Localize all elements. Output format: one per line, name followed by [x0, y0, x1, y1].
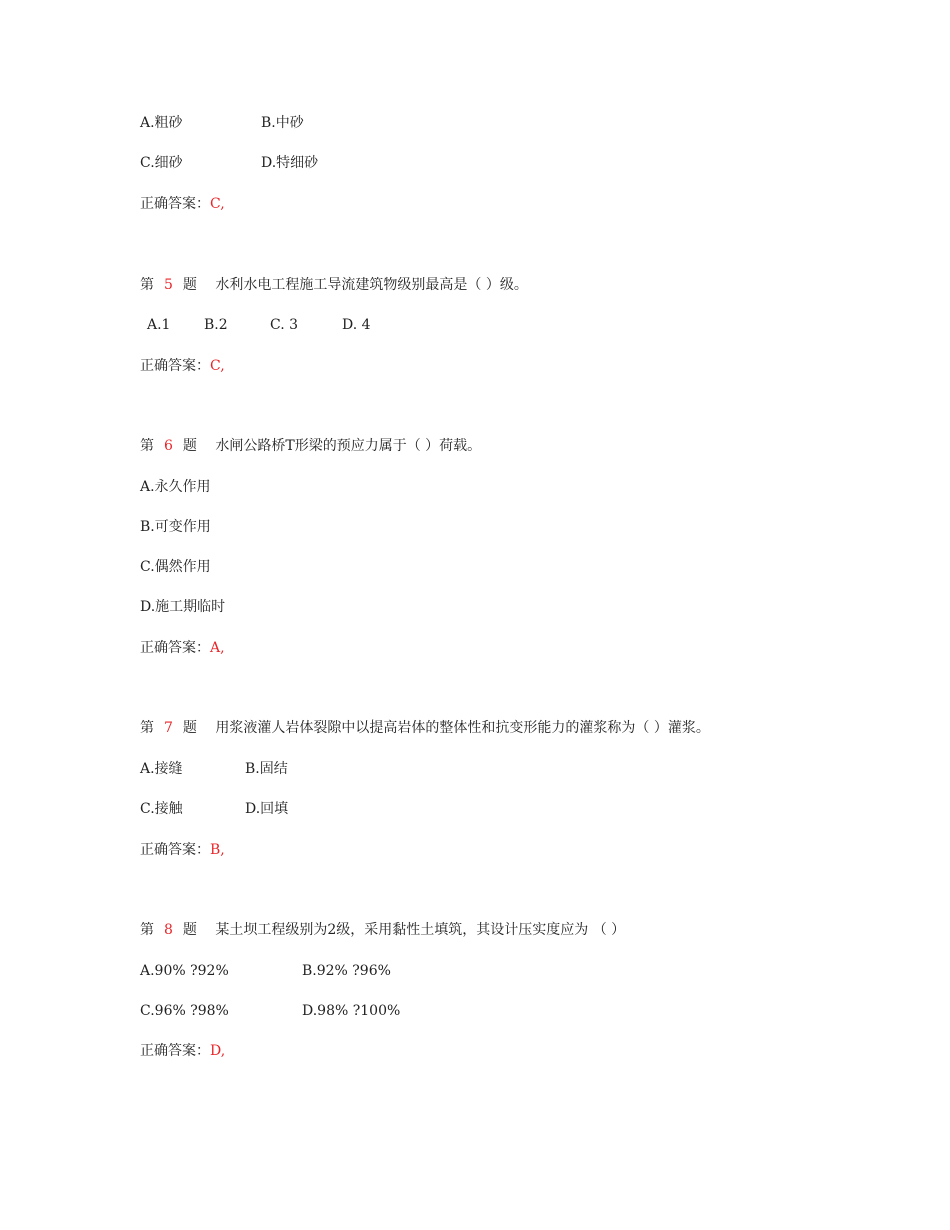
q7-option-b: B.固结: [245, 761, 288, 777]
answer-label: 正确答案：: [140, 1043, 210, 1059]
answer-value: C,: [210, 358, 225, 374]
q6-option-c: C.偶然作用: [140, 559, 211, 575]
q7-option-d: D.回填: [245, 801, 289, 817]
answer-value: A,: [210, 640, 225, 656]
q8-answer: [140, 1042, 225, 1060]
answer-label: 正确答案：: [140, 358, 210, 374]
q8-option-c: C.96% ?98%: [140, 1003, 229, 1019]
q6-stem: [140, 437, 481, 455]
answer-value: B,: [210, 842, 225, 858]
question-prefix: 第: [140, 277, 154, 293]
q8-option-a: A.90% ?92%: [140, 963, 229, 979]
q7-stem: [140, 719, 710, 737]
question-text: 用浆液灌人岩体裂隙中以提高岩体的整体性和抗变形能力的灌浆称为（ ）灌浆。: [215, 720, 710, 736]
question-number: 6: [164, 438, 173, 454]
q4-answer: [140, 195, 225, 213]
question-prefix: 第: [140, 922, 154, 938]
q5-option-a: A.1: [147, 317, 171, 333]
question-suffix: 题: [182, 720, 197, 736]
question-number: 7: [164, 720, 173, 736]
question-text: 水闸公路桥T形梁的预应力属于（ ）荷载。: [215, 438, 482, 454]
q7-answer: [140, 841, 225, 859]
q6-option-a: A.永久作用: [140, 479, 211, 495]
q5-option-b: B.2: [204, 317, 228, 333]
q5-stem: [140, 276, 528, 294]
question-suffix: 题: [182, 922, 197, 938]
answer-label: 正确答案：: [140, 640, 210, 656]
answer-value: C,: [210, 196, 225, 212]
question-text: 水利水电工程施工导流建筑物级别最高是（ ）级。: [215, 277, 528, 293]
q8-stem: [140, 921, 625, 939]
q4-option-d: D.特细砂: [261, 155, 319, 171]
answer-value: D,: [210, 1043, 226, 1059]
q5-answer: [140, 357, 225, 375]
question-text: 某土坝工程级别为2级，采用黏性土填筑，其设计压实度应为 （ ）: [215, 922, 626, 938]
question-number: 5: [164, 277, 173, 293]
q5-option-d: D. 4: [342, 317, 371, 333]
q5-option-c: C. 3: [270, 317, 299, 333]
q8-option-b: B.92% ?96%: [302, 963, 391, 979]
q4-option-b: B.中砂: [261, 115, 304, 131]
q6-option-b: B.可变作用: [140, 519, 211, 535]
question-prefix: 第: [140, 720, 154, 736]
q4-option-c: C.细砂: [140, 155, 183, 171]
question-prefix: 第: [140, 438, 154, 454]
question-suffix: 题: [182, 438, 197, 454]
question-number: 8: [164, 922, 173, 938]
q6-option-d: D.施工期临时: [140, 599, 226, 615]
q7-option-c: C.接触: [140, 801, 183, 817]
q4-option-a: A.粗砂: [140, 115, 183, 131]
q6-answer: [140, 639, 225, 657]
question-suffix: 题: [182, 277, 197, 293]
q8-option-d: D.98% ?100%: [302, 1003, 401, 1019]
answer-label: 正确答案：: [140, 842, 210, 858]
answer-label: 正确答案：: [140, 196, 210, 212]
q7-option-a: A.接缝: [140, 761, 183, 777]
